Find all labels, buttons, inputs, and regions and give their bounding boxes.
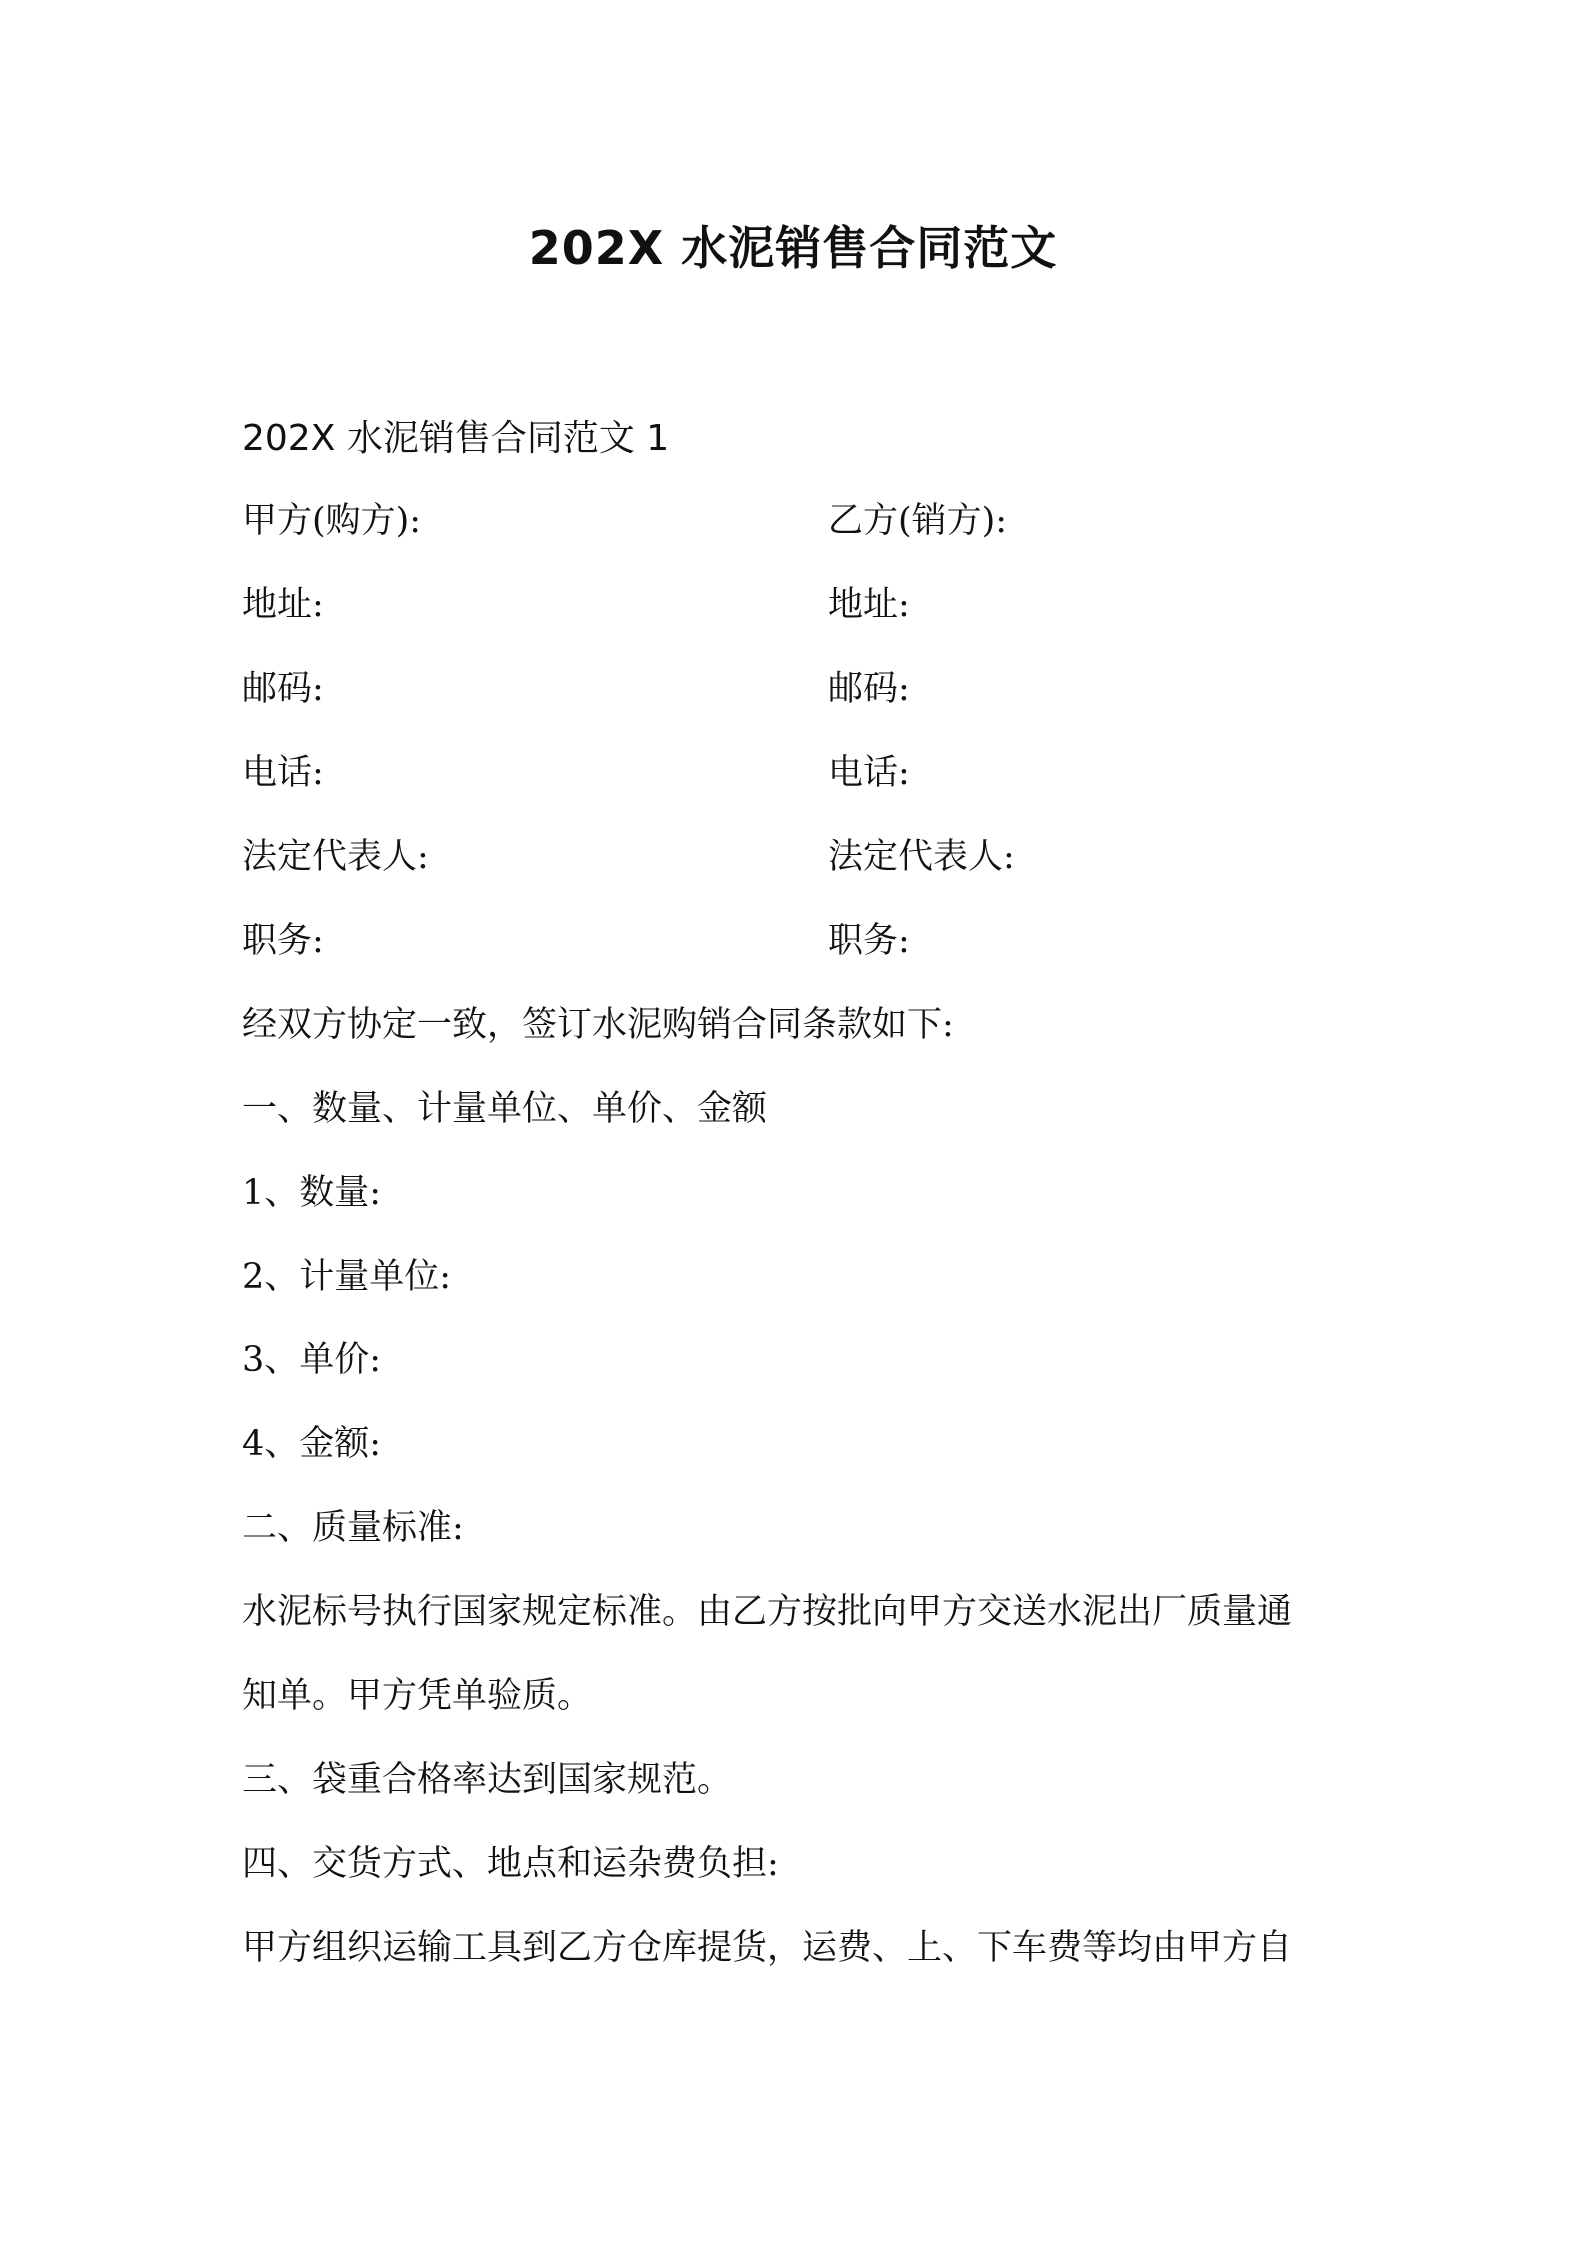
body-line: 知单。甲方凭单验质。 bbox=[242, 1676, 593, 1716]
body-line: 水泥标号执行国家规定标准。由乙方按批向甲方交送水泥出厂质量通 bbox=[242, 1592, 1293, 1632]
party-a-postcode: 邮码: bbox=[242, 669, 324, 709]
body-line: 二、质量标准: bbox=[242, 1508, 464, 1548]
party-a-representative: 法定代表人: bbox=[242, 837, 429, 877]
body-line: 3、单价: bbox=[242, 1340, 382, 1380]
body-line: 三、袋重合格率达到国家规范。 bbox=[242, 1760, 733, 1800]
party-b-position: 职务: bbox=[828, 921, 910, 961]
body-line: 甲方组织运输工具到乙方仓库提货，运费、上、下车费等均由甲方自 bbox=[242, 1928, 1293, 1968]
body-line: 1、数量: bbox=[242, 1173, 382, 1213]
document-title: 202X 水泥销售合同范文 bbox=[528, 221, 1058, 275]
party-a-phone: 电话: bbox=[242, 753, 324, 793]
party-b-postcode: 邮码: bbox=[828, 669, 910, 709]
body-line: 四、交货方式、地点和运杂费负担: bbox=[242, 1844, 779, 1884]
body-line: 4、金额: bbox=[242, 1424, 382, 1464]
body-line: 经双方协定一致，签订水泥购销合同条款如下: bbox=[242, 1005, 954, 1045]
party-b-address: 地址: bbox=[828, 585, 910, 625]
body-line: 一、数量、计量单位、单价、金额 bbox=[242, 1089, 768, 1129]
party-a-position: 职务: bbox=[242, 921, 324, 961]
party-b-line: 乙方(销方): bbox=[828, 501, 1008, 541]
section-title: 202X 水泥销售合同范文 1 bbox=[242, 418, 670, 459]
body-line: 2、计量单位: bbox=[242, 1257, 452, 1297]
party-a-address: 地址: bbox=[242, 585, 324, 625]
party-a-line: 甲方(购方): bbox=[242, 501, 422, 541]
party-b-phone: 电话: bbox=[828, 753, 910, 793]
party-b-representative: 法定代表人: bbox=[828, 837, 1015, 877]
